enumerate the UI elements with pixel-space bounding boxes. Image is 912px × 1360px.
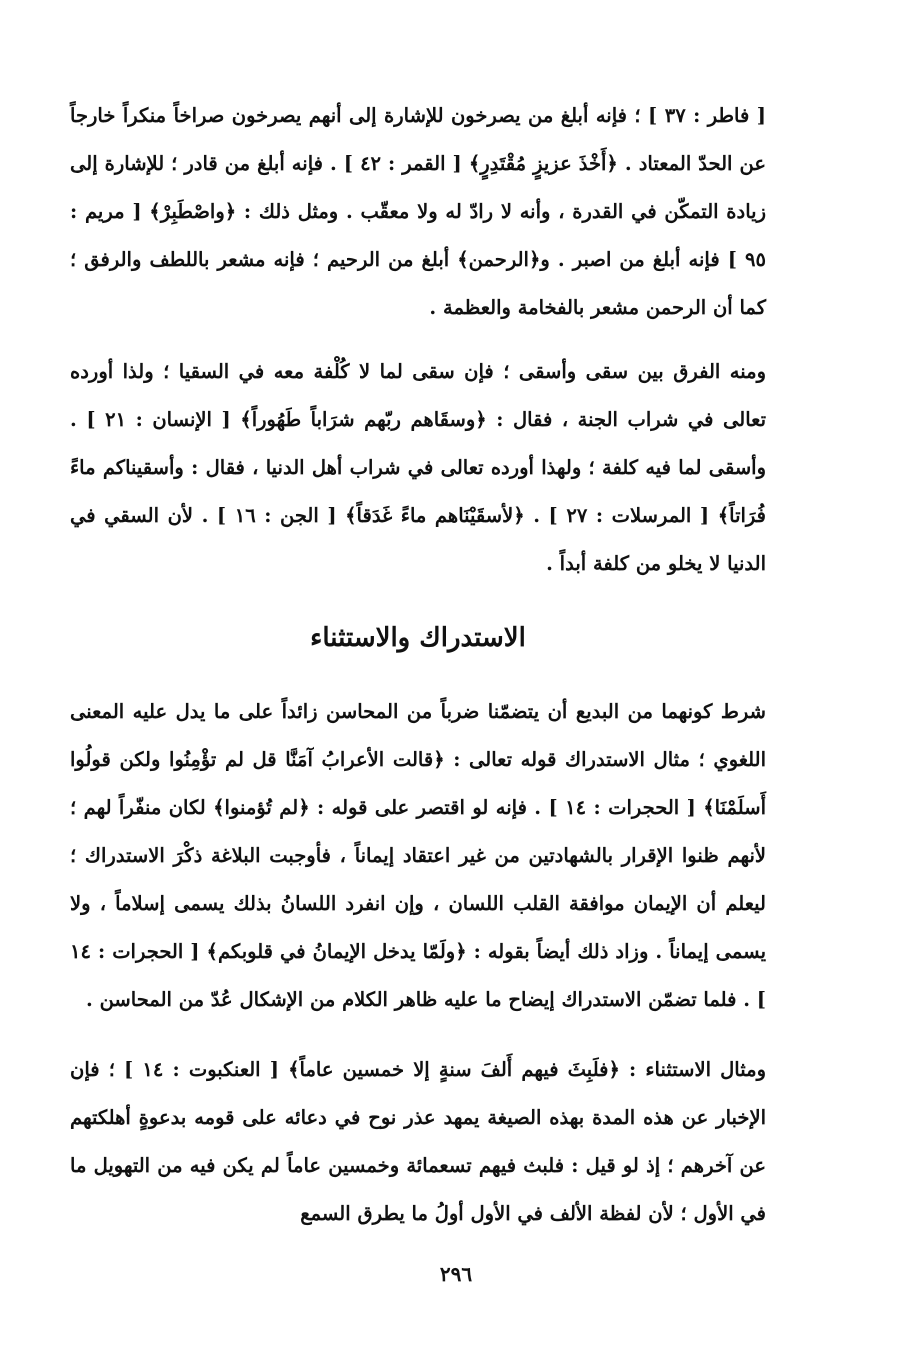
- page-number: ٢٩٦: [439, 1262, 473, 1286]
- title-spacer: [70, 662, 766, 688]
- title-spacer: [70, 588, 766, 614]
- paragraph-istithna: ومثال الاستثناء : ﴿فلَبِثَ فيهم أَلفَ سنةٍ إلا خمسين عاماً﴾ [ العنكبوت : ١٤ ] ؛ فإن الإخبار عن هذه المدة بهذه الصيغة يمهد عذر نوح في دعائه على قومه بدعوةٍ أهلكتهم عن آخرهم ؛ إذ لو قيل : فلبث فيهم تسعمائة وخمسين عاماً لم يكن فيه من التهويل ما في الأول ؛ لأن لفظة الألف في الأول أولُ ما يطرق السمع: [70, 1058, 766, 1225]
- page-body: [70, 92, 766, 1238]
- paragraph-spacer: [70, 1024, 766, 1046]
- paragraph-intensive-forms: [ فاطر : ٣٧ ] ؛ فإنه أبلغ من يصرخون للإشارة إلى أنهم يصرخون صراخاً منكراً خارجاً عن الحدّ المعتاد . ﴿أَخْذَ عزيزٍ مُقْتَدِرٍ﴾ [ القمر : ٤٢ ] . فإنه أبلغ من قادر ؛ للإشارة إلى زيادة التمكّن في القدرة ، وأنه لا رادّ له ولا معقّب . ومثل ذلك : ﴿واصْطَبِرْ﴾ [ مريم : ٩٥ ] فإنه أبلغ من اصبر . و﴿الرحمن﴾ أبلغ من الرحيم ؛ فإنه مشعر باللطف والرفق ؛ كما أن الرحمن مشعر بالفخامة والعظمة .: [70, 104, 766, 319]
- paragraph-spacer: [70, 332, 766, 348]
- section-title: الاستدراك والاستثناء: [310, 623, 526, 653]
- paragraph-saqa-asqa: ومنه الفرق بين سقى وأسقى ؛ فإن سقى لما لا كُلْفة معه في السقيا ؛ ولذا أورده تعالى في شراب الجنة ، فقال : ﴿وسقَاهم ربّهم شرَاباً طَهُوراً﴾ [ الإنسان : ٢١ ] . وأسقى لما فيه كلفة ؛ ولهذا أورده تعالى في شراب أهل الدنيا ، فقال : وأسقيناكم ماءً فُرَاتاً﴾ [ المرسلات : ٢٧ ] . ﴿لأسقَيْنَاهم ماءً غَدَقاً﴾ [ الجن : ١٦ ] . لأن السقي في الدنيا لا يخلو من كلفة أبداً .: [70, 360, 766, 575]
- paragraph-istidrak: شرط كونهما من البديع أن يتضمّنا ضرباً من المحاسن زائداً على ما يدل عليه المعنى اللغوي ؛ مثال الاستدراك قوله تعالى : ﴿قالت الأعرابُ آمَنَّا قل لم تؤْمِنُوا ولكن قولُوا أَسلَمْنَا﴾ [ الحجرات : ١٤ ] . فإنه لو اقتصر على قوله : ﴿لم تُؤمنوا﴾ لكان منفّراً لهم ؛ لأنهم ظنوا الإقرار بالشهادتين من غير اعتقاد إيماناً ، فأوجبت البلاغة ذكْرَ الاستدراك ؛ ليعلم أن الإيمان موافقة القلب اللسان ، وإن انفرد اللسانُ بذلك يسمى إسلاماً ، ولا يسمى إيماناً . وزاد ذلك أيضاً بقوله : ﴿ولَمّا يدخل الإيمانُ في قلوبكم﴾ [ الحجرات : ١٤ ] . فلما تضمّن الاستدراك إيضاح ما عليه ظاهر الكلام من الإشكال عُدّ من المحاسن .: [70, 700, 766, 1011]
